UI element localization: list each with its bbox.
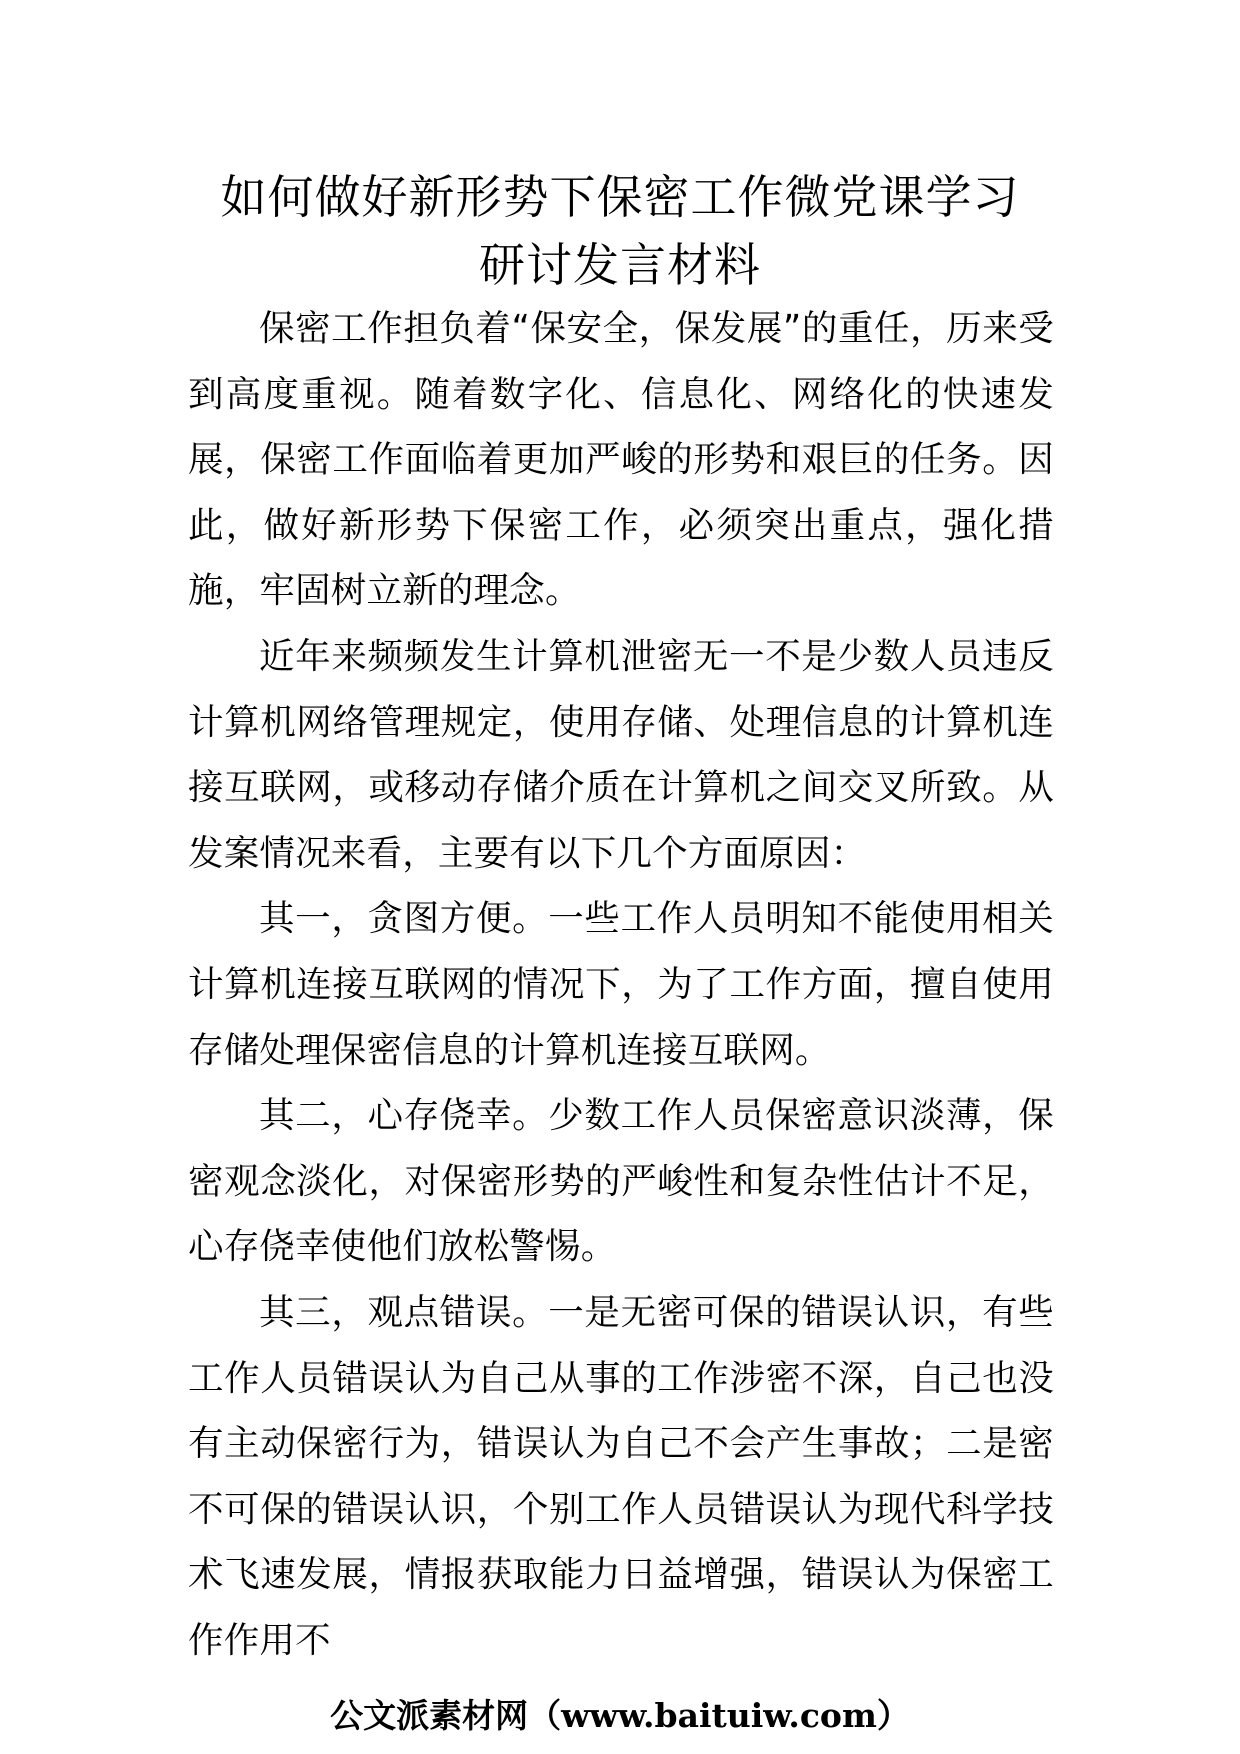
document-title-line-1: 如何做好新形势下保密工作微党课学习 (220, 170, 1020, 224)
paragraph-cause-2: 其二，心存侥幸。少数工作人员保密意识淡薄，保密观念淡化，对保密形势的严峻性和复杂性估计不足，心存侥幸使他们放松警惕。 (188, 1095, 1054, 1268)
page-footer-source: 公文派素材网（www.baituiw.com） (330, 1696, 910, 1735)
paragraph-cause-3: 其三，观点错误。一是无密可保的错误认识，有些工作人员错误认为自己从事的工作涉密不深，自己也没有主动保密行为，错误认为自己不会产生事故；二是密不可保的错误认识，个别工作人员错误认为现代科学技术飞速发展，情报获取能力日益增强，错误认为保密工作作用不 (188, 1291, 1054, 1661)
paragraph-intro: 保密工作担负着“保安全，保发展”的重任，历来受到高度重视。随着数字化、信息化、网络化的快速发展，保密工作面临着更加严峻的形势和艰巨的任务。因此，做好新形势下保密工作，必须突出重点，强化措施，牢固树立新的理念。 (188, 308, 1054, 612)
document-title-line-2: 研讨发言材料 (479, 238, 761, 292)
document-body (188, 296, 1054, 1673)
paragraph-causes-overview: 近年来频频发生计算机泄密无一不是少数人员违反计算机网络管理规定，使用存储、处理信息的计算机连接互联网，或移动存储介质在计算机之间交叉所致。从发案情况来看，主要有以下几个方面原因： (188, 635, 1054, 874)
paragraph-cause-1: 其一，贪图方便。一些工作人员明知不能使用相关计算机连接互联网的情况下，为了工作方面，擅自使用存储处理保密信息的计算机连接互联网。 (188, 898, 1054, 1071)
